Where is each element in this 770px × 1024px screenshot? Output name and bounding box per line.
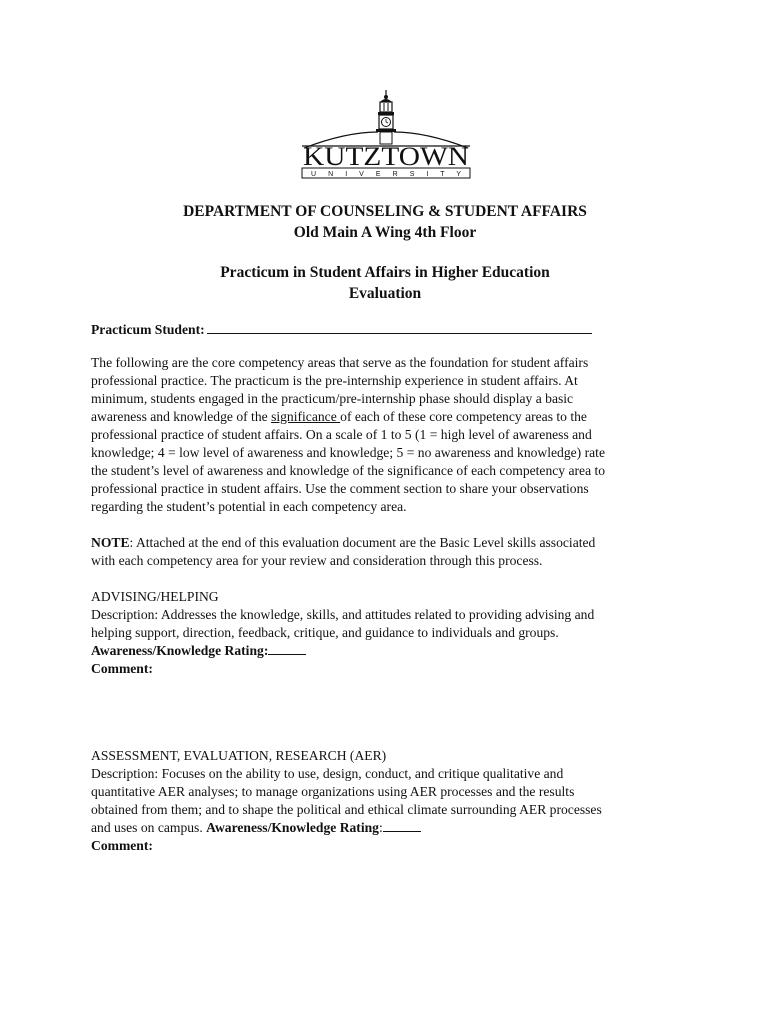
section-title: ADVISING/HELPING	[91, 589, 219, 604]
logo-subtitle: U N I V E R S I T Y	[311, 171, 461, 178]
intro-line: knowledge; 4 = low level of awareness and knowledge; 5 = no awareness and knowledge) rate	[91, 445, 605, 460]
intro-line: the student’s level of awareness and knowledge of the significance of each competency area to	[91, 463, 606, 478]
rating-field	[91, 642, 691, 660]
document-title: Practicum in Student Affairs in Higher Education	[220, 264, 550, 281]
document-subtitle: Evaluation	[348, 285, 422, 302]
department-heading: DEPARTMENT OF COUNSELING & STUDENT AFFAIRS	[183, 203, 587, 220]
intro-line: professional practice in student affairs. Use the comment section to share your observations	[91, 481, 589, 496]
rating-label: Awareness/Knowledge Rating	[206, 820, 379, 835]
comment-label: Comment:	[91, 838, 153, 853]
intro-text: of each of these core competency areas to the	[340, 409, 587, 424]
section-description: helping support, direction, feedback, critique, and guidance to individuals and groups.	[91, 625, 559, 640]
kutztown-logo	[296, 88, 476, 180]
section-description: Description: Focuses on the ability to use, design, conduct, and critique qualitative and	[91, 766, 564, 781]
intro-line	[91, 408, 691, 426]
significance-underlined: significance	[271, 409, 341, 424]
practicum-student-field	[91, 320, 691, 339]
note-text: : Attached at the end of this evaluation document are the Basic Level skills associated	[129, 535, 596, 550]
intro-line: The following are the core competency areas that serve as the foundation for student affairs	[91, 355, 589, 370]
section-advising-helping	[91, 588, 691, 678]
practicum-student-blank[interactable]	[207, 320, 592, 334]
rating-blank[interactable]	[268, 642, 306, 655]
rating-blank[interactable]	[383, 819, 421, 832]
section-description-with-rating	[91, 819, 691, 837]
intro-paragraph	[91, 354, 691, 516]
section-description: obtained from them; and to shape the political and ethical climate surrounding AER processes	[91, 802, 602, 817]
note-line: with each competency area for your review and consideration through this process.	[91, 553, 543, 568]
intro-line: professional practice of student affairs. On a scale of 1 to 5 (1 = high level of awareness and	[91, 427, 592, 442]
practicum-student-label: Practicum Student:	[91, 322, 205, 337]
note-line	[91, 534, 691, 552]
section-title: ASSESSMENT, EVALUATION, RESEARCH (AER)	[91, 748, 387, 763]
section-description: Description: Addresses the knowledge, skills, and attitudes related to providing advising and	[91, 607, 595, 622]
rating-label: Awareness/Knowledge Rating:	[91, 643, 269, 658]
intro-line: minimum, students engaged in the practicum/pre-internship phase should display a basic	[91, 391, 574, 406]
note-label: NOTE	[91, 535, 130, 550]
clock-tower-logo-icon	[296, 88, 476, 180]
rating-colon: :	[378, 820, 383, 835]
location-heading: Old Main A Wing 4th Floor	[293, 224, 477, 241]
section-description: quantitative AER analyses; to manage organizations using AER processes and the results	[91, 784, 575, 799]
section-aer	[91, 747, 691, 855]
intro-line: regarding the student’s potential in each competency area.	[91, 499, 407, 514]
intro-text: awareness and knowledge of the	[91, 409, 272, 424]
note-paragraph	[91, 534, 691, 570]
comment-label: Comment:	[91, 661, 153, 676]
section-description: and uses on campus.	[91, 820, 207, 835]
intro-line: professional practice. The practicum is the pre-internship experience in student affairs. At	[91, 373, 578, 388]
logo-wordmark: KUTZTOWN	[303, 142, 470, 171]
